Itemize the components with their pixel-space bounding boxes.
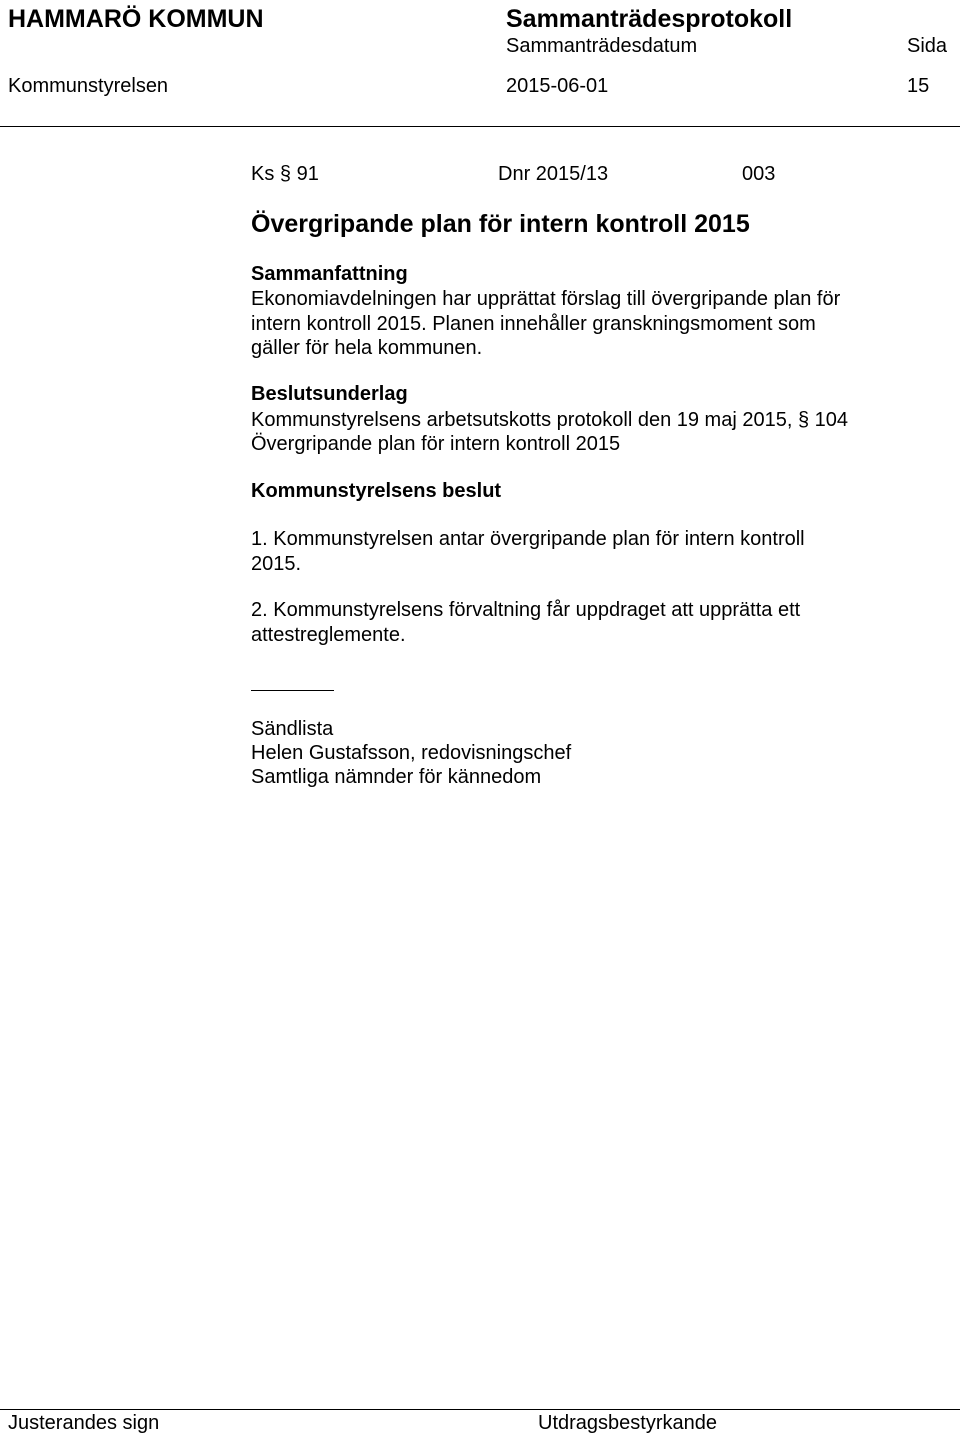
decision-item-2-line: 2. Kommunstyrelsens förvaltning får uppdraget att upprätta ett (251, 599, 801, 621)
basis-line: Övergripande plan för intern kontroll 2015 (251, 433, 621, 455)
organization-name: HAMMARÖ KOMMUN (8, 5, 264, 33)
decision-heading: Kommunstyrelsens beslut (251, 480, 502, 502)
body-name: Kommunstyrelsen (8, 75, 169, 97)
page-number: 15 (907, 75, 930, 97)
distribution-recipient: Helen Gustafsson, redovisningschef (251, 742, 572, 764)
dnr-number: Dnr 2015/13 (498, 163, 609, 185)
summary-heading: Sammanfattning (251, 263, 408, 285)
section-number: Ks § 91 (251, 163, 319, 185)
page-label: Sida (907, 35, 948, 57)
date-label: Sammanträdesdatum (506, 35, 698, 57)
decision-item-1-line: 2015. (251, 553, 302, 575)
decision-item-1-line: 1. Kommunstyrelsen antar övergripande plan för intern kontroll (251, 528, 805, 550)
summary-line: Ekonomiavdelningen har upprättat förslag till övergripande plan för (251, 288, 841, 310)
basis-line: Kommunstyrelsens arbetsutskotts protokoll den 19 maj 2015, § 104 (251, 409, 848, 431)
distribution-recipient: Samtliga nämnder för kännedom (251, 766, 542, 788)
basis-heading: Beslutsunderlag (251, 383, 408, 405)
summary-line: gäller för hela kommunen. (251, 337, 483, 359)
decision-item-2-line: attestreglemente. (251, 624, 406, 646)
case-title: Övergripande plan för intern kontroll 2015 (251, 210, 750, 238)
summary-line: intern kontroll 2015. Planen innehåller granskningsmoment som (251, 313, 816, 335)
document-type-title: Sammanträdesprotokoll (506, 5, 793, 33)
signature-label: Justerandes sign (8, 1412, 160, 1434)
case-code: 003 (742, 163, 776, 185)
certification-label: Utdragsbestyrkande (538, 1412, 717, 1434)
distribution-heading: Sändlista (251, 718, 334, 740)
meeting-date: 2015-06-01 (506, 75, 609, 97)
header-divider (0, 126, 960, 127)
separator-rule (251, 690, 334, 691)
footer-divider (0, 1409, 960, 1410)
